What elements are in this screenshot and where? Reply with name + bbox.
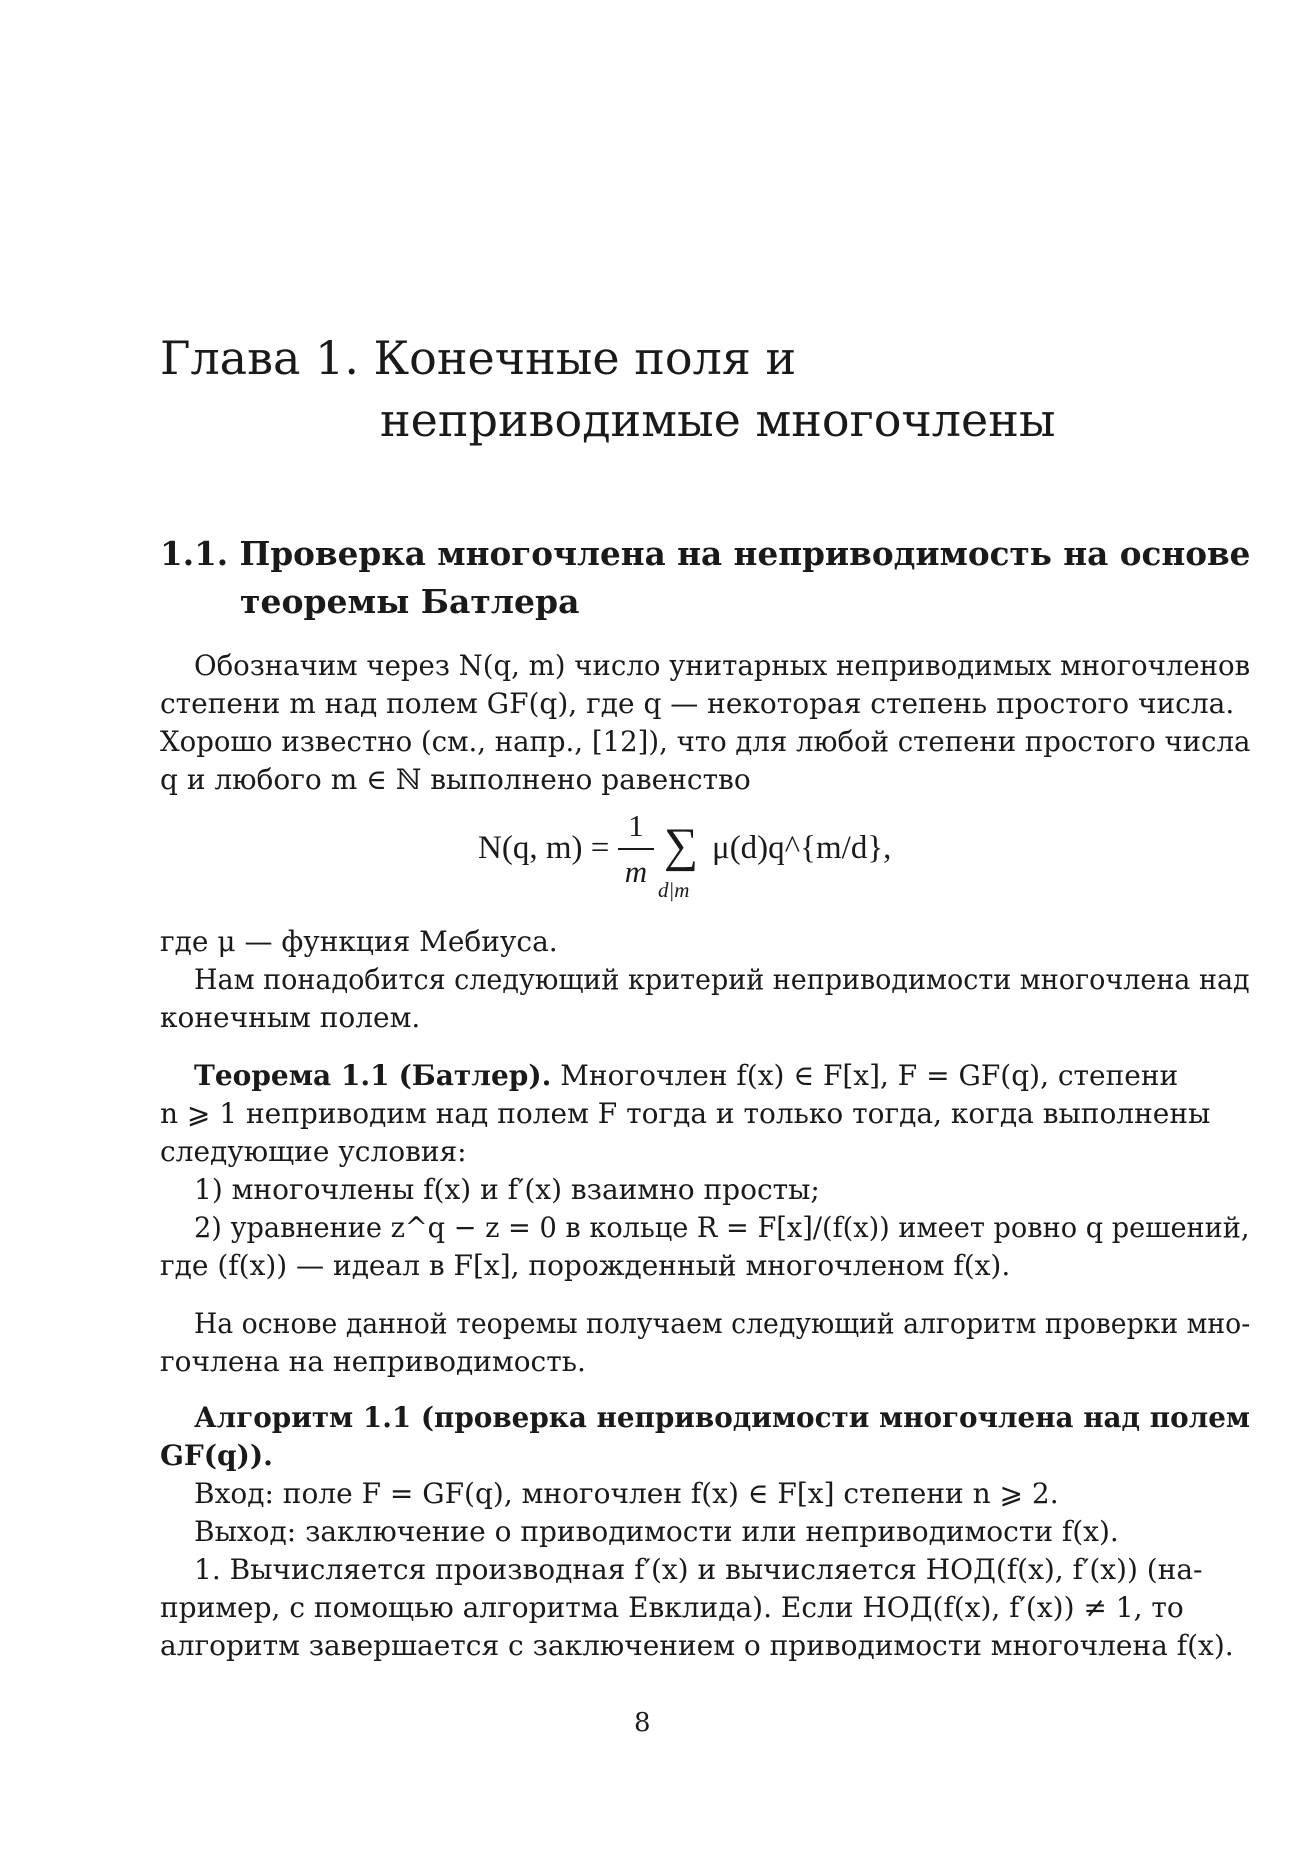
algorithm-line-1: Вход: поле F = GF(q), многочлен f(x) ∈ F[x] степени n ⩾ 2. xyxy=(194,1477,1059,1510)
formula-rhs: μ(d)q^{m/d}, xyxy=(712,830,892,866)
theorem-line-1: Многочлен f(x) ∈ F[x], F = GF(q), степени xyxy=(560,1059,1179,1092)
algorithm-line-4: пример, с помощью алгоритма Евклида). Если НОД(f(x), f′(x)) ≠ 1, то xyxy=(160,1591,1184,1624)
chapter-title-line2: неприводимые многочлены xyxy=(380,393,1056,447)
theorem-label: Теорема 1.1 xyxy=(194,1059,390,1092)
after-formula-line-3: конечным полем. xyxy=(160,1001,421,1034)
theorem-line-3: следующие условия: xyxy=(160,1135,467,1168)
algorithm-line-2: Выход: заключение о приводимости или неприводимости f(x). xyxy=(194,1515,1119,1548)
formula-denominator: m xyxy=(624,854,648,889)
bridge-line-1: На основе данной теоремы получаем следующий алгоритм проверки мно- xyxy=(194,1307,1251,1340)
theorem-line-4: 1) многочлены f(x) и f′(x) взаимно просты; xyxy=(194,1173,820,1206)
theorem-first-line xyxy=(194,1058,1178,1094)
intro-line-1: Обозначим через N(q, m) число унитарных неприводимых многочленов xyxy=(194,649,1251,682)
theorem-line-2: n ⩾ 1 неприводим над полем F тогда и только тогда, когда выполнены xyxy=(160,1097,1211,1130)
algorithm-line-5: алгоритм завершается с заключением о приводимости многочлена f(x). xyxy=(160,1629,1234,1662)
intro-line-4: q и любого m ∈ ℕ выполнено равенство xyxy=(160,763,751,796)
section-title-line1: 1.1. Проверка многочлена на неприводимость на основе xyxy=(160,534,1251,573)
algorithm-title-line-2: GF(q)). xyxy=(160,1439,273,1472)
fraction-bar xyxy=(618,848,654,850)
sum-sign: ∑ xyxy=(664,819,699,872)
algorithm-title-line-1: Алгоритм 1.1 (проверка неприводимости многочлена над полем xyxy=(194,1401,1251,1434)
intro-line-3: Хорошо известно (см., напр., [12]), что для любой степени простого числа xyxy=(160,725,1251,758)
page-number: 8 xyxy=(634,1708,651,1738)
after-formula-line-1: где μ — функция Мебиуса. xyxy=(160,925,558,958)
section-title-line2: теоремы Батлера xyxy=(240,582,580,621)
intro-line-2: степени m над полем GF(q), где q — некоторая степень простого числа. xyxy=(160,687,1235,720)
formula-lhs: N(q, m) = xyxy=(478,830,610,866)
algorithm-line-3: 1. Вычисляется производная f′(x) и вычисляется НОД(f(x), f′(x)) (на- xyxy=(194,1553,1203,1586)
formula-numerator: 1 xyxy=(628,808,644,843)
theorem-line-5: 2) уравнение z^q − z = 0 в кольце R = F[x]/(f(x)) имеет ровно q решений, xyxy=(194,1211,1250,1244)
bridge-line-2: гочлена на неприводимость. xyxy=(160,1345,586,1378)
mobius-formula xyxy=(478,808,892,908)
formula-fraction xyxy=(618,808,654,890)
theorem-line-6: где (f(x)) — идеал в F[x], порожденный многочленом f(x). xyxy=(160,1249,1011,1282)
sum-subscript: d|m xyxy=(658,878,690,902)
chapter-title-line1: Глава 1. Конечные поля и xyxy=(160,331,797,385)
theorem-name: (Батлер). xyxy=(398,1059,552,1092)
after-formula-line-2: Нам понадобится следующий критерий неприводимости многочлена над xyxy=(194,963,1250,996)
